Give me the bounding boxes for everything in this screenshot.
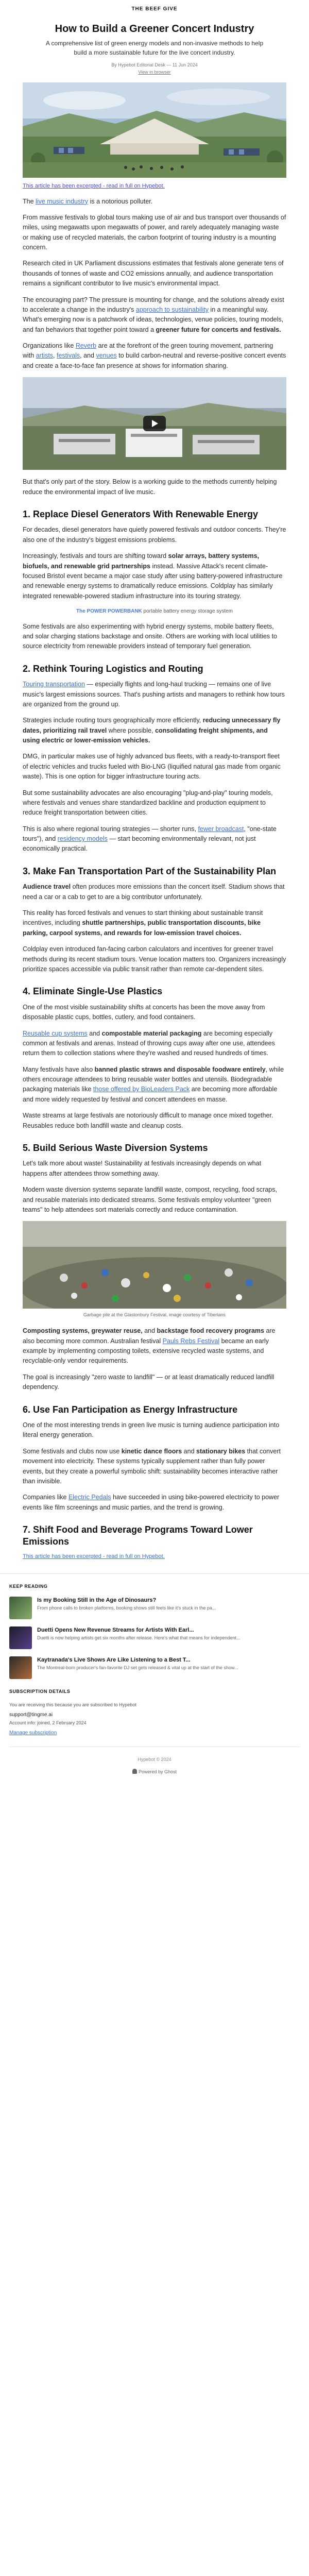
- section-3-paragraph-2: This reality has forced festivals and venues to start thinking about sustainable transit incentives, including shuttle partnerships, public transportation discounts, bike parking, carpool systems, and rewards for low-emission travel choices.: [23, 909, 263, 937]
- section-2-paragraph-2: Strategies include routing tours geographically more efficiently, reducing unnecessary fly dates, prioritizing rail travel where possible, consolidating freight shipments, and using electric or lower-emission vehicles.: [23, 717, 281, 744]
- duetti-thumbnail: [9, 1626, 32, 1649]
- footer-copyright: Hypebot © 2024: [138, 1756, 171, 1762]
- section-4-paragraph-3: Many festivals have also banned plastic straws and disposable foodware entirely, while others encourage attendees to bring reusable water bottles and utensils. Biodegradable packaging materials like those offered by BioLeaders Pack are becoming more affordable and more widely requested by festival and concert attendees en masse.: [23, 1065, 284, 1103]
- intro-paragraph-1: The live music industry is a notorious polluter.: [23, 197, 153, 205]
- view-in-browser-link[interactable]: View in browser: [138, 69, 171, 75]
- venues-link[interactable]: venues: [96, 352, 117, 360]
- kaytranada-thumbnail: [9, 1656, 32, 1679]
- section-4-heading: 4. Eliminate Single-Use Plastics: [23, 986, 163, 997]
- manage-subscription-link[interactable]: Manage subscription: [9, 1730, 57, 1736]
- section-4-paragraph-1: One of the most visible sustainability shifts at concerts has been the move away from disposable plastic cups, bottles, cutlery, and food containers.: [23, 1003, 265, 1021]
- section-6-paragraph-1: One of the most interesting trends in green live music is turning audience participation into literal energy generation.: [23, 1421, 280, 1439]
- section-6-paragraph-3: Companies like Electric Pedals have succeeded in using bike-powered electricity to power events like film screenings and music parties, and the trend is growing.: [23, 1494, 280, 1511]
- intro-paragraph-4: The encouraging part? The pressure is mounting for change, and the solutions already exist to accelerate a change in the industry's approach to sustainability in a meaningful way. What's emerging now is a patchwork of ideas, technologies, venue policies, touring models, and fan behaviors that together point toward a greener future for concerts and festivals.: [23, 296, 284, 333]
- section-2-paragraph-1: Touring transportation — especially flights and long-haul trucking — remains one of live music's largest emissions sources. That's pushing artists and managers to rethink how tours are organized from the ground up.: [23, 681, 285, 708]
- powered-by-ghost[interactable]: Powered by Ghost: [9, 1769, 300, 1776]
- masthead: THE BEEF GIVE: [131, 6, 178, 12]
- article-subtitle: A comprehensive list of green energy models and non-invasive methods to help build a more sustainable future for the live concert industry.: [45, 39, 264, 57]
- section-2-paragraph-3: DMG, in particular makes use of highly advanced bus fleets, with a ready-to-transport fleet of electric vehicles and trucks fueled with Bio-LNG (liquified natural gas made from organic waste). This is one option for bigger infrastructure touring acts.: [23, 753, 281, 781]
- section-1-paragraph-1: For decades, diesel generators have quietly powered festivals and outdoor concerts. They're also one of the industry's biggest emissions problems.: [23, 526, 286, 544]
- keep-reading-item[interactable]: [9, 1626, 300, 1649]
- keep-reading-item-title[interactable]: Kaytranada's Live Shows Are Like Listening to a Best T...: [37, 1657, 191, 1664]
- garbage-pile-photo: [23, 1221, 286, 1309]
- reusable-cup-systems-link[interactable]: Reusable cup systems: [23, 1029, 88, 1037]
- dinosaur-thumbnail: [9, 1597, 32, 1619]
- artists-link[interactable]: artists: [36, 352, 54, 360]
- section-1-paragraph-2: Increasingly, festivals and tours are shifting toward solar arrays, battery systems, biofuels, and renewable grid partnerships instead. Massive Attack's recent climate-focused Bristol event became a major case study after using battery-powered infrastructure and renewable energy systems to dramatically reduce emissions. Coldplay has similarly integrated renewable-powered stadium infrastructure into its touring strategy.: [23, 552, 283, 600]
- section-3-paragraph-1: Audience travel often produces more emissions than the concert itself. Stadium shows that need a car or a cab to get to are a big contributor unfortunately.: [23, 883, 285, 901]
- intro-paragraph-3: Research cited in UK Parliament discussions estimates that festivals alone generate tens of thousands of tonnes of waste and CO2 emissions annually, and audience transportation remains a significant contributor to live music's environmental impact.: [23, 260, 284, 287]
- article-body: [0, 23, 309, 1562]
- section-5-paragraph-3: Composting systems, greywater reuse, and backstage food recovery programs are also becoming more common. Australian festival Pauls Rebs Festival became an early example by implementing composting toilets, extensive recycled waste systems, and recyclable-only vendor requirements.: [23, 1327, 276, 1365]
- powerbank-brand: The POWER POWERBANK: [76, 608, 142, 615]
- section-6-heading: 6. Use Fan Participation as Energy Infrastructure: [23, 1404, 238, 1415]
- article-byline: By Hypebot Editorial Desk — 11 Jun 2024: [111, 62, 198, 67]
- garbage-photo-caption: Garbage pile at the Glastonbury Festival, image courtesy of Tiberians: [83, 1312, 226, 1318]
- section-1-heading: 1. Replace Diesel Generators With Renewable Energy: [23, 509, 259, 519]
- section-4-paragraph-2: Reusable cup systems and compostable material packaging are becoming especially common at festivals and arenas. Instead of throwing cups away after one use, attendees return them to collection stations where they're washed and reused hundreds of times.: [23, 1029, 275, 1057]
- pauls-rebs-festival-link[interactable]: Pauls Rebs Festival: [162, 1337, 220, 1345]
- subscription-label: SUBSCRIPTION DETAILS: [9, 1689, 71, 1694]
- bioleaders-pack-link[interactable]: those offered by BioLeaders Pack: [93, 1086, 190, 1093]
- video-embed[interactable]: [23, 377, 286, 470]
- live-music-industry-link[interactable]: live music industry: [36, 197, 89, 205]
- section-4-paragraph-4: Waste streams at large festivals are notoriously difficult to manage once mixed together. Reusables reduce both landfill waste and cleanup costs.: [23, 1112, 273, 1129]
- keep-reading-label: KEEP READING: [9, 1584, 48, 1589]
- powerbank-caption: The POWER POWERBANK portable battery energy storage system: [76, 608, 233, 615]
- keep-reading-item-title[interactable]: Duetti Opens New Revenue Streams for Artists With Earl...: [37, 1627, 194, 1634]
- residency-models-link[interactable]: residency models: [57, 835, 108, 843]
- keep-reading-item[interactable]: [9, 1597, 300, 1619]
- section-7-heading: 7. Shift Food and Beverage Programs Toward Lower Emissions: [23, 1524, 253, 1547]
- section-5-paragraph-2: Modern waste diversion systems separate landfill waste, compost, recycling, food scraps, and reusable materials into dedicated streams. Some festivals employ volunteer "green teams" to help attendees sort materials correctly and reduce contamination.: [23, 1186, 277, 1213]
- section-1-paragraph-3: Some festivals are also experimenting with hybrid energy systems, mobile battery fleets, and solar charging stations backstage and onsite. Others are working with local utilities to source electricity from renewable providers instead of temporary fuel generation.: [23, 622, 278, 650]
- intro-paragraph-2: From massive festivals to global tours making use of air and bus transport over thousands of miles, using megawatts upon megawatts of power, and rarely adequately managing waste or making use of recycled materials, the carbon footprint of touring industry is a mounting concern.: [23, 213, 286, 251]
- section-5-paragraph-4: The goal is increasingly "zero waste to landfill" — or at least dramatically reduced landfill dependency.: [23, 1373, 274, 1391]
- keep-reading-item-desc: From phone calls to broken platforms, booking shows still feels like it's stuck in the pa...: [37, 1605, 216, 1611]
- intro-paragraph-5: Organizations like Reverb are at the forefront of the green touring movement, partnering with artists, festivals, and venues to build carbon-neutral and reverse-positive concert events and create a face-to-face fan presence at shows for information sharing.: [23, 342, 286, 369]
- section-5-paragraph-1: Let's talk more about waste! Sustainability at festivals increasingly depends on what happens after attendees throw something away.: [23, 1160, 262, 1177]
- keep-reading-section: [0, 1583, 309, 1776]
- footer-divider: [0, 1573, 309, 1574]
- intro-paragraph-6: But that's only part of the story. Below is a working guide to the methods currently helping reduce the environmental impact of live music.: [23, 478, 277, 496]
- section-2-paragraph-5: This is also where regional touring strategies — shorter runs, fewer broadcast, "one-state tours"), and residency models — start becoming environmentally relevant, not just economically practical.: [23, 825, 277, 853]
- festivals-link[interactable]: festivals: [57, 352, 80, 360]
- subscription-text: You are receiving this because you are subscribed to Hypebot: [9, 1702, 136, 1707]
- keep-reading-item[interactable]: [9, 1656, 300, 1679]
- electric-pedals-link[interactable]: Electric Pedals: [68, 1494, 111, 1501]
- section-6-paragraph-2: Some festivals and clubs now use kinetic dance floors and stationary bikes that convert movement into electricity. These systems typically supplement rather than fully power events, but they create a powerful symbolic shift: sustainability becomes interactive rather than invisible.: [23, 1447, 281, 1485]
- touring-transportation-link[interactable]: Touring transportation: [23, 681, 85, 688]
- hero-caption-link[interactable]: This article has been excerpted - read in full on Hypebot.: [23, 182, 165, 189]
- ghost-icon: [132, 1769, 137, 1774]
- hero-image: [23, 82, 286, 178]
- reverb-link[interactable]: Reverb: [75, 342, 97, 350]
- section-3-paragraph-3: Coldplay even introduced fan-facing carbon calculators and incentives for greener travel methods during its recent stadium tours. Venue location matters too. Organizers increasingly prioritize spaces accessible via public transit rather than remote car-dependent sites.: [23, 945, 286, 973]
- sustainability-approach-link[interactable]: approach to sustainability: [135, 306, 209, 313]
- video-play-icon[interactable]: [143, 416, 166, 431]
- account-info: Account info: joined, 2 February 2024: [9, 1720, 87, 1726]
- fewer-broadcast-link[interactable]: fewer broadcast: [198, 825, 244, 833]
- section-5-heading: 5. Build Serious Waste Diversion Systems: [23, 1142, 208, 1153]
- section-2-paragraph-4: But some sustainability advocates are also encouraging "plug-and-play" touring models, where festivals and venues share standardized backline and production equipment to reduce freight transportation between cities.: [23, 789, 273, 817]
- section-2-heading: 2. Rethink Touring Logistics and Routing: [23, 663, 203, 674]
- section-3-heading: 3. Make Fan Transportation Part of the Sustainability Plan: [23, 866, 277, 876]
- article-title: How to Build a Greener Concert Industry: [55, 23, 254, 35]
- subscriber-email: support@tingme.ai: [9, 1711, 53, 1718]
- keep-reading-item-desc: Duetti is now helping artists get six months after release. Here's what that means for independent...: [37, 1635, 241, 1641]
- keep-reading-item-desc: The Montreal-born producer's fan-favorite DJ set gets released & vital up at the start of the show...: [37, 1665, 238, 1671]
- keep-reading-item-title[interactable]: Is my Booking Still in the Age of Dinosaurs?: [37, 1597, 157, 1604]
- read-full-article-link[interactable]: This article has been excerpted - read in full on Hypebot.: [23, 1553, 165, 1560]
